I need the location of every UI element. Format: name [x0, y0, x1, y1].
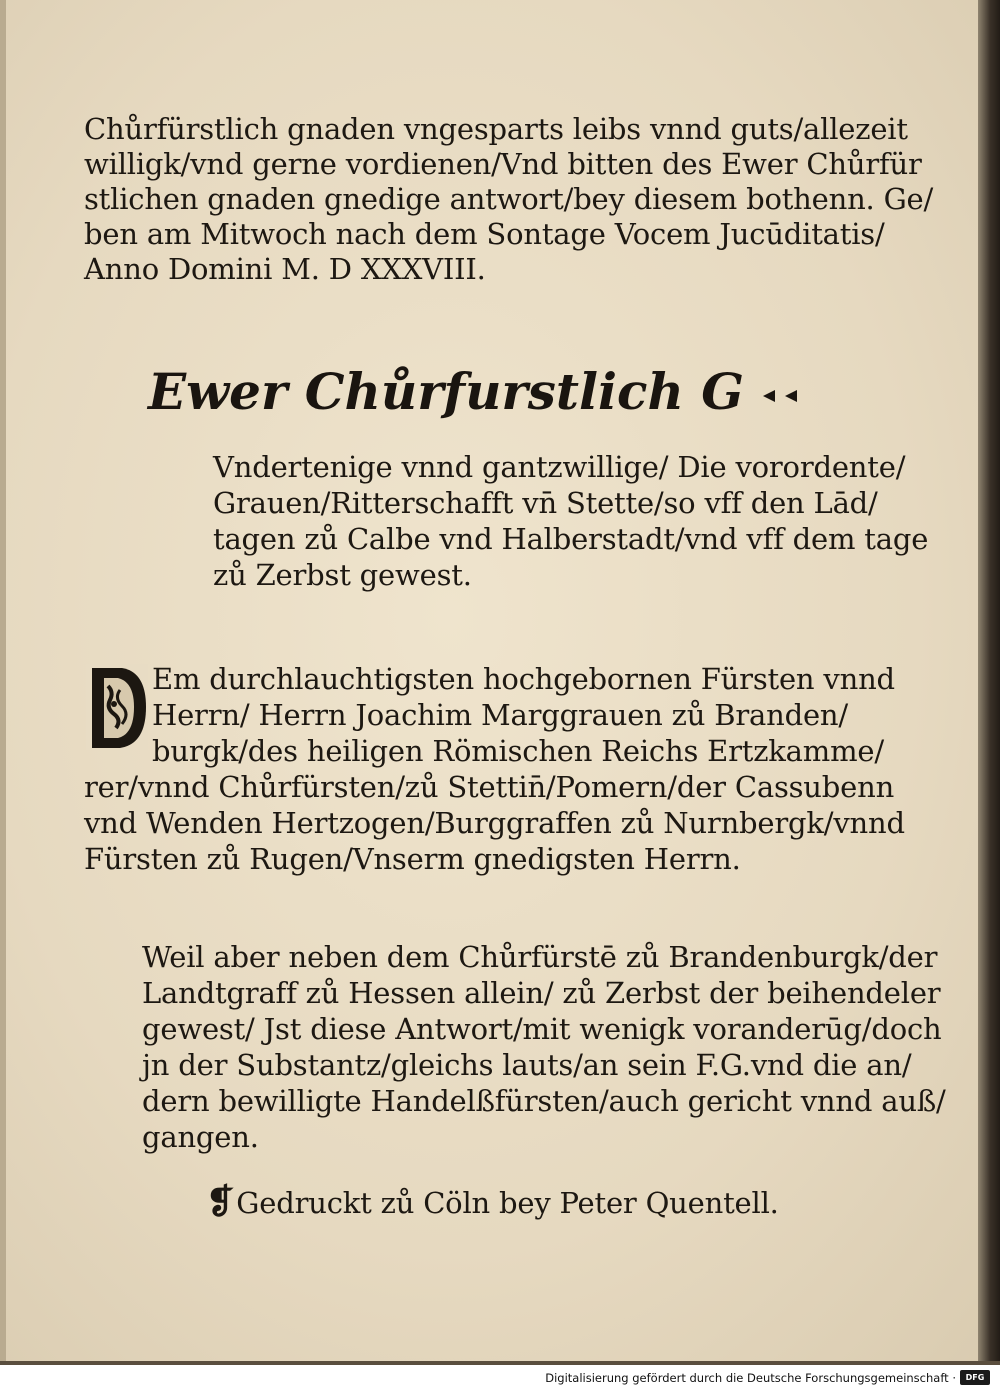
text-line: Chůrfürstlich gnaden vngesparts leibs vnnd guts/allezeit: [84, 112, 908, 146]
text-line: burgk/des heiligen Römischen Reichs Ertzkamme/: [152, 734, 884, 768]
pilcrow-icon: ❡: [206, 1182, 235, 1222]
text-line: Weil aber neben dem Chůrfürstē zů Brandenburgk/der: [142, 940, 938, 974]
colophon-text: Gedruckt zů Cöln bey Peter Quentell.: [236, 1186, 779, 1220]
text-line: jn der Substantz/gleichs lauts/an sein F.G.vnd die an/: [142, 1048, 912, 1082]
dfg-logo: DFG: [960, 1370, 990, 1385]
footer-bar: [0, 1365, 1000, 1391]
text-line: Landtgraff zů Hessen allein/ zů Zerbst der beihendeler: [142, 976, 941, 1010]
text-line: gewest/ Jst diese Antwort/mit wenigk voranderūg/doch: [142, 1012, 942, 1046]
text-line: Anno Domini M. D XXXVIII.: [84, 252, 486, 286]
text-line: Fürsten zů Rugen/Vnserm gnedigsten Herrn.: [84, 842, 741, 876]
decorated-initial: [84, 662, 150, 752]
text-line: willigk/vnd gerne vordienen/Vnd bitten des Ewer Chůrfür: [84, 147, 922, 181]
closing-heading-text: Ewer Chůrfurstlich G: [148, 362, 744, 421]
text-line: Grauen/Ritterschafft vn̄ Stette/so vff den Lād/: [213, 486, 878, 520]
text-line: vnd Wenden Hertzogen/Burggraffen zů Nurnbergk/vnnd: [84, 806, 905, 840]
text-line: tagen zů Calbe vnd Halberstadt/vnd vff dem tage: [213, 522, 929, 556]
page-left-edge: [0, 0, 6, 1365]
text-line: stlichen gnaden gnedige antwort/bey diesem bothenn. Ge/: [84, 182, 934, 216]
funding-notice: Digitalisierung gefördert durch die Deutsche Forschungsgemeinschaft ·: [545, 1371, 956, 1385]
text-line: gangen.: [142, 1120, 259, 1154]
text-line: dern bewilligte Handelßfürsten/auch gericht vnnd auß/: [142, 1084, 946, 1118]
text-line: rer/vnnd Chůrfürsten/zů Stettin̄/Pomern/der Cassubenn: [84, 770, 895, 804]
text-line: zů Zerbst gewest.: [213, 558, 472, 592]
text-line: Herrn/ Herrn Joachim Marggrauen zů Branden/: [152, 698, 848, 732]
closing-heading: [148, 362, 801, 421]
text-line: ben am Mitwoch nach dem Sontage Vocem Jucūditatis/: [84, 217, 885, 251]
text-line: Em durchlauchtigsten hochgebornen Fürsten vnnd: [152, 662, 895, 696]
page-binding-edge: [978, 0, 1000, 1365]
ornament-icon: [761, 384, 801, 408]
text-line: Vndertenige vnnd gantzwillige/ Die vorordente/: [213, 450, 906, 484]
colophon: [206, 1182, 779, 1222]
